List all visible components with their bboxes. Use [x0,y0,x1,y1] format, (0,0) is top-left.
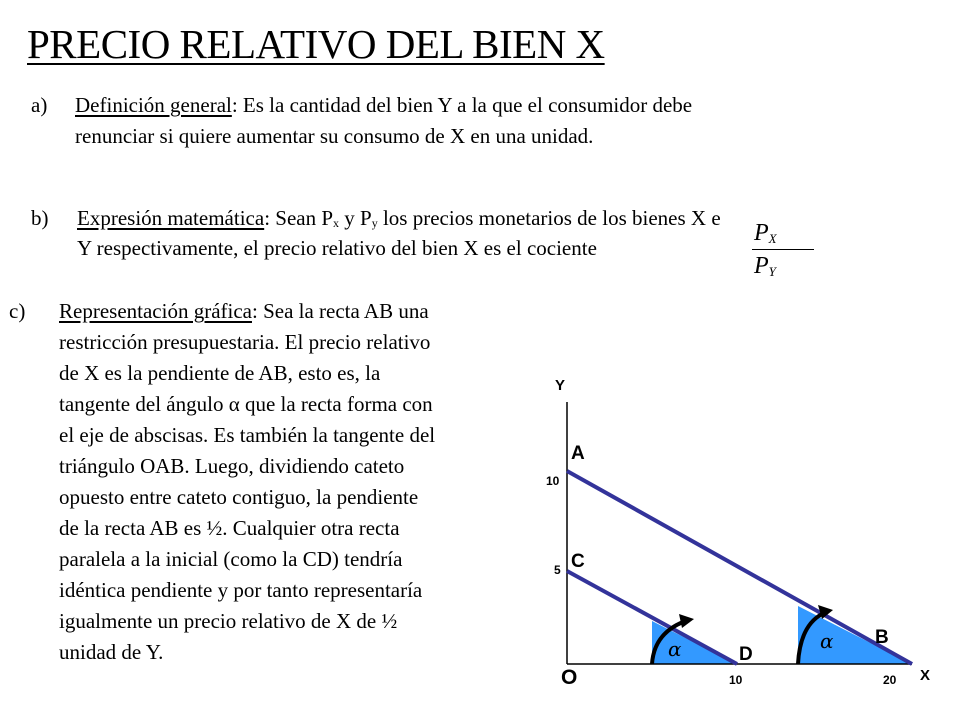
graphic-text-1: : Sea la recta AB una [251,299,429,323]
subscript-y: y [371,216,378,230]
graphic-paragraph-line: tangente del ángulo α que la recta forma con [59,392,433,416]
definition-line-2: renunciar si quiere aumentar su consumo de X en una unidad. [75,124,594,148]
graphic-paragraph-line: idéntica pendiente y por tanto representaría [59,578,423,602]
x-tick-10: 10 [729,673,743,687]
page-title: PRECIO RELATIVO DEL BIEN X [27,21,605,67]
y-tick-5: 5 [554,563,561,577]
math-heading: Expresión matemática [77,206,265,230]
graphic-paragraph-line: igualmente un precio relativo de X de ½ [59,609,398,633]
subscript-x: x [333,216,340,230]
graphic-paragraph-line: opuesto entre cateto contiguo, la pendiente [59,485,419,509]
graphic-paragraph-line: unidad de Y. [59,640,164,664]
item-marker-b: b) [31,206,49,230]
math-text-mid: y P [339,206,372,230]
point-c-label: C [571,551,585,572]
budget-line-ab [567,471,912,664]
origin-label: O [561,666,578,689]
math-text-post: los precios monetarios de los bienes X e [377,206,721,230]
fraction-numerator: PX [754,220,777,246]
graphic-paragraph-line: el eje de abscisas. Es también la tangente del [59,423,436,447]
y-axis-label: Y [555,377,566,394]
math-line-2: Y respectivamente, el precio relativo del bien X es el cociente [77,236,597,260]
graphic-paragraph-line: de X es la pendiente de AB, esto es, la [59,361,381,385]
y-tick-10: 10 [546,474,560,488]
graphic-paragraph-line: triángulo OAB. Luego, dividiendo cateto [59,454,405,478]
math-text-pre: : Sean P [264,206,334,230]
graphic-paragraph-line: restricción presupuestaria. El precio relativo [59,330,431,354]
item-marker-c: c) [9,299,26,323]
point-b-label: B [875,627,889,648]
item-marker-a: a) [31,93,48,117]
point-d-label: D [739,644,753,665]
definition-heading: Definición general [75,93,232,117]
x-tick-20: 20 [883,673,897,687]
point-a-label: A [571,443,585,464]
definition-text-1: : Es la cantidad del bien Y a la que el consumidor debe [231,93,693,117]
graphic-heading: Representación gráfica [59,299,252,323]
graphic-paragraph-line: paralela a la inicial (como la CD) tendría [59,547,403,571]
angle-symbol-cd: α [668,637,682,661]
angle-symbol-ab: α [820,629,834,653]
x-axis-label: X [920,667,931,684]
graphic-paragraph-line: de la recta AB es ½. Cualquier otra recta [59,516,400,540]
angle-arrowhead-cd [679,614,694,628]
fraction-denominator: PY [754,253,776,279]
